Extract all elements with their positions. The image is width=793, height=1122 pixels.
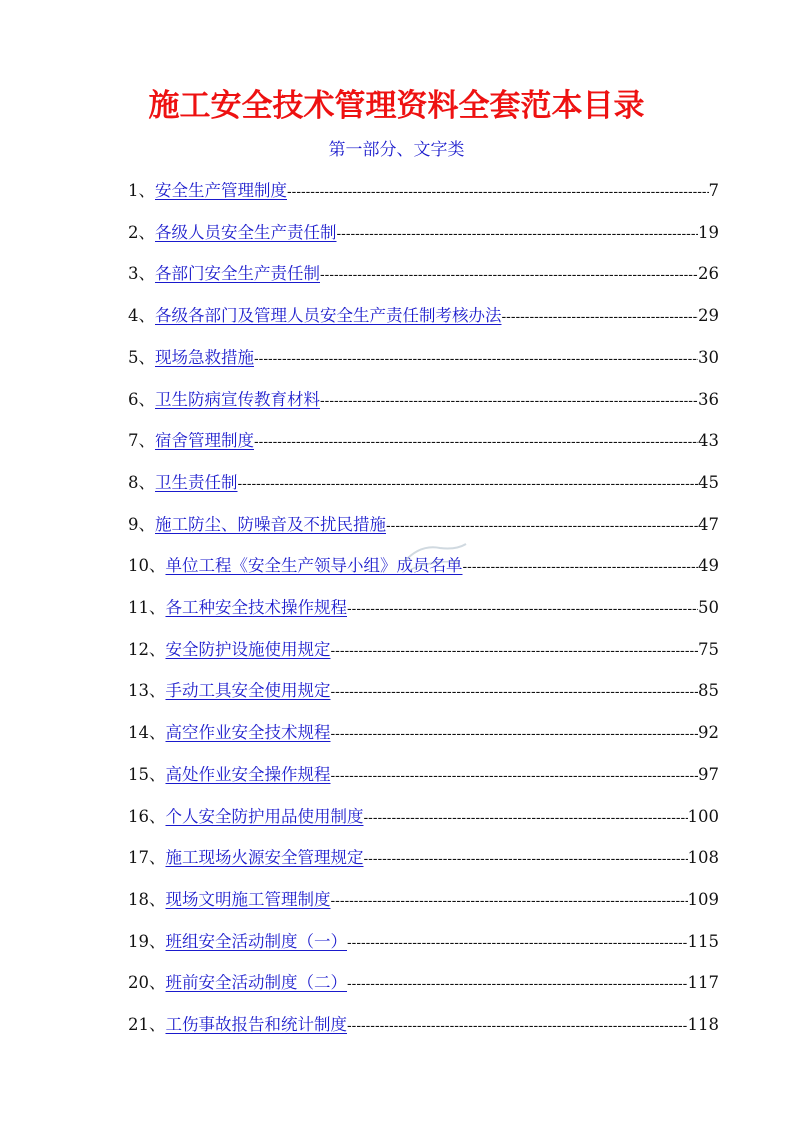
toc-dot-leader [337,220,699,246]
toc-dot-leader [347,1012,688,1038]
toc-page-number: 85 [698,681,719,700]
toc-entry-number: 4、 [128,306,155,325]
toc-entry-link[interactable]: 高处作业安全操作规程 [165,765,331,784]
toc-page-number: 29 [698,306,719,325]
toc-entry-link[interactable]: 各工种安全技术操作规程 [165,598,347,617]
toc-entry-link[interactable]: 卫生防病宣传教育材料 [155,390,320,409]
toc-entry[interactable] [128,470,719,496]
toc-entry-link[interactable]: 宿舍管理制度 [155,431,254,450]
toc-entry-link[interactable]: 安全防护设施使用规定 [165,640,331,659]
toc-entry-number: 20、 [128,973,166,992]
toc-entry[interactable] [128,678,719,704]
toc-entry[interactable] [128,261,719,287]
toc-entry-number: 2、 [128,223,155,242]
toc-dot-leader [320,261,698,287]
toc-entry-link[interactable]: 安全生产管理制度 [155,181,287,200]
toc-page-number: 43 [698,431,719,450]
toc-entry[interactable] [128,929,719,955]
toc-entry-number: 21、 [128,1015,166,1034]
toc-entry-number: 18、 [128,890,166,909]
toc-page-number: 118 [687,1015,719,1034]
toc-entry-link[interactable]: 班组安全活动制度（一） [165,932,347,951]
document-title: 施工安全技术管理资料全套范本目录 [148,88,645,124]
toc-dot-leader [331,678,699,704]
toc-dot-leader [364,804,688,830]
toc-dot-leader [254,345,698,371]
toc-entry-link[interactable]: 施工现场火源安全管理规定 [165,848,364,867]
toc-dot-leader [331,762,699,788]
toc-entry-number: 16、 [128,807,166,826]
toc-page-number: 47 [698,515,719,534]
watermark-logo-icon [400,540,470,578]
toc-page-number: 108 [687,848,719,867]
toc-entry[interactable] [128,178,719,204]
toc-entry[interactable] [128,762,719,788]
toc-page-number: 117 [687,973,719,992]
toc-dot-leader [331,887,688,913]
section-subtitle: 第一部分、文字类 [328,140,465,160]
toc-dot-leader [254,428,698,454]
toc-entry-number: 11、 [128,598,166,617]
toc-entry[interactable] [128,512,719,538]
toc-entry-number: 10、 [128,556,166,575]
toc-dot-leader [463,553,699,579]
toc-dot-leader [320,387,698,413]
toc-entry-number: 9、 [128,515,155,534]
toc-entry-link[interactable]: 各部门安全生产责任制 [155,264,320,283]
toc-entry[interactable] [128,720,719,746]
toc-entry-link[interactable]: 高空作业安全技术规程 [165,723,331,742]
toc-entry-number: 5、 [128,348,155,367]
toc-entry-link[interactable]: 各级各部门及管理人员安全生产责任制考核办法 [155,306,502,325]
toc-entry-link[interactable]: 施工防尘、防噪音及不扰民措施 [155,515,386,534]
toc-entry-number: 14、 [128,723,166,742]
toc-page-number: 115 [687,932,719,951]
toc-entry[interactable] [128,970,719,996]
toc-dot-leader [386,512,698,538]
toc-entry-link[interactable]: 工伤事故报告和统计制度 [165,1015,347,1034]
toc-entry-link[interactable]: 单位工程《安全生产领导小组》成员名单 [165,556,463,575]
toc-entry-link[interactable]: 个人安全防护用品使用制度 [165,807,364,826]
toc-entry-number: 7、 [128,431,155,450]
toc-entry[interactable] [128,428,719,454]
toc-entry-number: 1、 [128,181,155,200]
toc-dot-leader [347,970,688,996]
toc-page-number: 19 [698,223,719,242]
toc-entry-number: 3、 [128,264,155,283]
toc-entry-number: 12、 [128,640,166,659]
toc-page-number: 30 [698,348,719,367]
toc-entry-link[interactable]: 卫生责任制 [155,473,238,492]
toc-page-number: 109 [687,890,719,909]
toc-dot-leader [331,720,699,746]
toc-dot-leader [502,303,699,329]
toc-entry-number: 13、 [128,681,166,700]
toc-page-number: 92 [698,723,719,742]
toc-entry[interactable] [128,345,719,371]
toc-entry[interactable] [128,637,719,663]
toc-entry[interactable] [128,845,719,871]
toc-entry-link[interactable]: 班前安全活动制度（二） [165,973,347,992]
toc-entry-link[interactable]: 现场急救措施 [155,348,254,367]
toc-page-number: 49 [698,556,719,575]
toc-page-number: 45 [698,473,719,492]
toc-page-number: 36 [698,390,719,409]
toc-page-number: 97 [698,765,719,784]
toc-entry[interactable] [128,887,719,913]
toc-page-number: 100 [687,807,719,826]
toc-entry-number: 6、 [128,390,155,409]
toc-entry-number: 15、 [128,765,166,784]
toc-page-number: 50 [698,598,719,617]
toc-page-number: 26 [698,264,719,283]
toc-entry[interactable] [128,804,719,830]
toc-dot-leader [347,595,698,621]
toc-entry[interactable] [128,387,719,413]
toc-page-number: 75 [698,640,719,659]
toc-entry[interactable] [128,595,719,621]
toc-entry[interactable] [128,1012,719,1038]
toc-entry-number: 17、 [128,848,166,867]
toc-entry-number: 19、 [128,932,166,951]
toc-dot-leader [238,470,699,496]
toc-entry-number: 8、 [128,473,155,492]
toc-entry-link[interactable]: 各级人员安全生产责任制 [155,223,337,242]
toc-dot-leader [331,637,699,663]
toc-entry[interactable] [128,220,719,246]
toc-entry-link[interactable]: 现场文明施工管理制度 [165,890,331,909]
toc-dot-leader [347,929,688,955]
toc-page-number: 7 [708,181,719,200]
toc-dot-leader [364,845,688,871]
toc-entry[interactable] [128,303,719,329]
toc-dot-leader [287,178,709,204]
toc-entry-link[interactable]: 手动工具安全使用规定 [165,681,331,700]
